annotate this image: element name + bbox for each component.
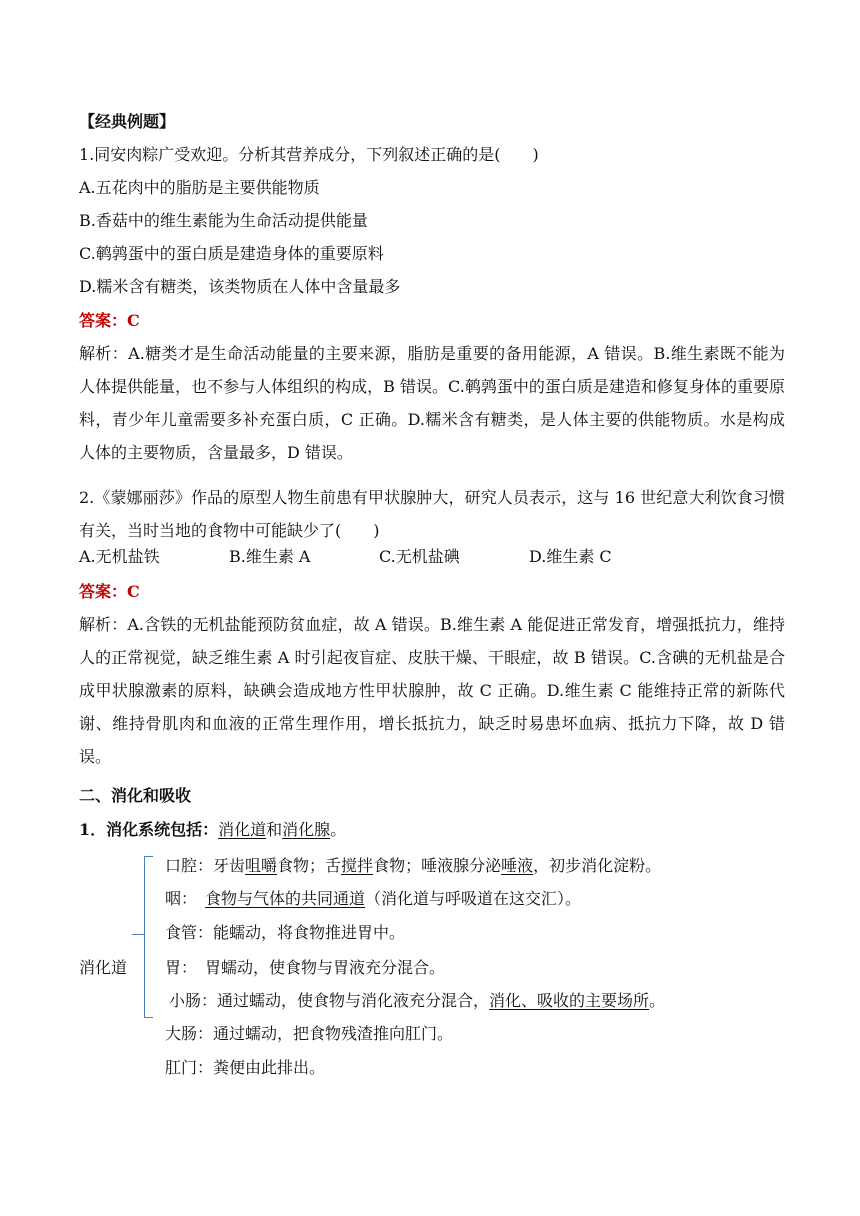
q2-analysis: 解析：A.含铁的无机盐能预防贫血症，故 A 错误。B.维生素 A 能促进正常发育，增强抵抗力，维持人的正常视觉，缺乏维生素 A 时引起夜盲症、皮肤干燥、干眼症，故 B 错误。C.含碘的无机盐是合成甲状腺激素的原料，缺碘会造成地方性甲状腺肿，故 C 正确。D.维生素 C 能维持正常的新陈代谢、维持骨肌肉和血液的正常生理作用，增长抵抗力，缺乏时易患坏血病、抵抗力下降，故 D 错误。 (79, 615, 785, 766)
q2-option-c: C.无机盐碘 (379, 547, 460, 566)
organ-pharynx: 咽： 食物与气体的共同通道（消化道与呼吸道在这交汇）。 (165, 889, 582, 908)
q2-option-d: D.维生素 C (529, 547, 612, 566)
organ-stomach: 胃： 胃蠕动，使食物与胃液充分混合。 (165, 958, 446, 977)
q1-answer: 答案：C (79, 311, 140, 330)
section-title: 【经典例题】 (79, 112, 176, 131)
q1-option-a: A.五花肉中的脂肪是主要供能物质 (79, 178, 320, 197)
organ-anus: 肛门：粪便由此排出。 (165, 1058, 326, 1077)
digestive-tract-term: 消化道 (218, 820, 267, 839)
digestive-tract-label: 消化道 (79, 958, 128, 977)
tree-bracket (144, 856, 153, 1018)
and-text: 和 (266, 820, 283, 839)
organ-esophagus: 食管：能蠕动，将食物推进胃中。 (165, 923, 406, 942)
q2-options (79, 547, 679, 567)
q1-analysis: 解析：A.糖类才是生命活动能量的主要来源，脂肪是重要的备用能源，A 错误。B.维生素既不能为人体提供能量，也不参与人体组织的构成，B 错误。C.鹌鹑蛋中的蛋白质是建造和修复身体的重要原料，青少年儿童需要多补充蛋白质，C 正确。D.糯米含有糖类，是人体主要的供能物质。水是构成人体的主要物质，含量最多，D 错误。 (79, 344, 785, 462)
q1-option-b: B.香菇中的维生素能为生命活动提供能量 (79, 211, 368, 230)
q2-option-b: B.维生素 A (229, 547, 311, 566)
item1-label: 1．消化系统包括： (79, 820, 219, 839)
q1-option-c: C.鹌鹑蛋中的蛋白质是建造身体的重要原料 (79, 244, 384, 263)
organ-small-intestine: 小肠：通过蠕动，使食物与消化液充分混合，消化、吸收的主要场所。 (169, 991, 666, 1010)
digestive-system-line (79, 820, 346, 840)
organ-large-intestine: 大肠：通过蠕动，把食物残渣推向肛门。 (165, 1024, 454, 1043)
q1-option-d: D.糯米含有糖类，该类物质在人体中含量最多 (79, 277, 401, 296)
organ-mouth: 口腔：牙齿咀嚼食物；舌搅拌食物；唾液腺分泌唾液，初步消化淀粉。 (165, 856, 662, 875)
q2-option-a: A.无机盐铁 (79, 547, 160, 566)
q2-stem: 2.《蒙娜丽莎》作品的原型人物生前患有甲状腺肿大，研究人员表示，这与 16 世纪意大利饮食习惯有关，当时当地的食物中可能缺少了( ) (79, 488, 785, 540)
q1-stem: 1.同安肉粽广受欢迎。分析其营养成分，下列叙述正确的是( ) (79, 145, 539, 164)
digestive-gland-term: 消化腺 (282, 820, 331, 839)
tree-connector (132, 934, 144, 935)
q2-answer: 答案：C (79, 582, 140, 601)
period-text: 。 (330, 820, 347, 839)
section2-heading: 二、消化和吸收 (79, 786, 192, 805)
